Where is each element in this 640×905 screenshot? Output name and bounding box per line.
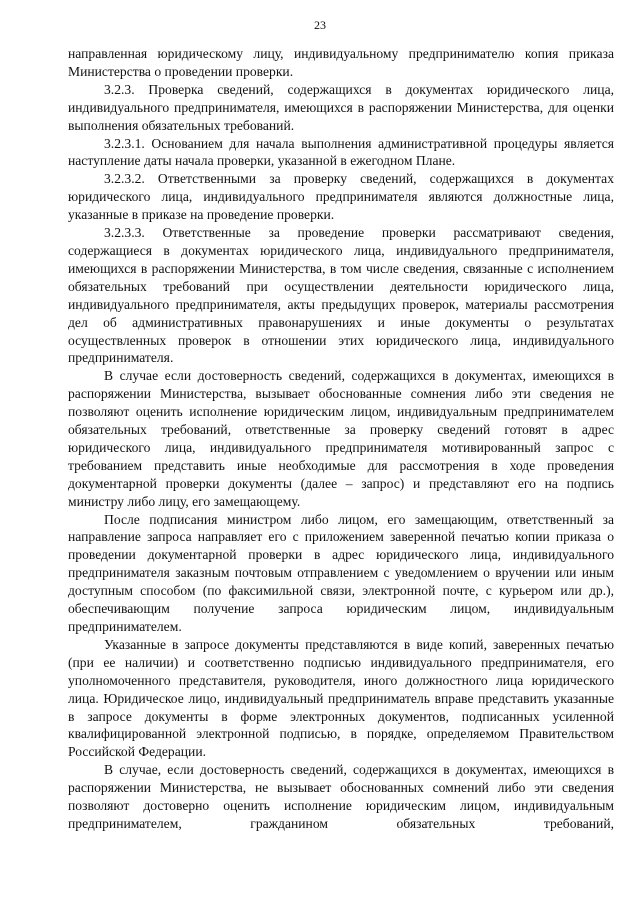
- paragraph-continuation: направленная юридическому лицу, индивидуальному предпринимателю копия приказа Министерства о проведении проверки.: [68, 46, 614, 79]
- paragraph-3-2-3: 3.2.3. Проверка сведений, содержащихся в документах юридического лица, индивидуального предпринимателя, имеющихся в распоряжении Министерства, для оценки выполнения обязательных требований.: [68, 81, 614, 133]
- paragraph-3-2-3-2: 3.2.3.2. Ответственными за проверку сведений, содержащихся в документах юридического лица, индивидуального предпринимателя являются должностные лица, указанные в приказе на проведение проверки.: [68, 171, 614, 223]
- paragraph-3-2-3-1: 3.2.3.1. Основанием для начала выполнения административной процедуры является наступление даты начала проверки, указанной в ежегодном Плане.: [68, 135, 614, 169]
- document-body: [68, 45, 614, 833]
- paragraph-doubtful-data: В случае если достоверность сведений, содержащихся в документах, имеющихся в распоряжении Министерства, вызывает обоснованные сомнения либо эти сведения не позволяют оценить исполнение юридическим лицом, индивидуальным предпринимателем обязательных требований, ответственные за проверку сведений готовят в адрес юридического лица, индивидуального предпринимателя мотивированный запрос с требованием представить иные необходимые для рассмотрения в ходе проведения документарной проверки документы (далее – запрос) и представляют его на подпись министру либо лицу, его замещающему.: [68, 368, 614, 509]
- paragraph-no-doubts: В случае, если достоверность сведений, содержащихся в документах, имеющихся в распоряжении Министерства, не вызывает обоснованных сомнений либо эти сведения позволяют достоверно оценить исполнение юридическим лицом, индивидуальным предпринимателем, гражданином обязательных требований,: [68, 762, 614, 831]
- paragraph-document-copies: Указанные в запросе документы представляются в виде копий, заверенных печатью (при ее наличии) и соответственно подписью индивидуального предпринимателя, его уполномоченного представителя, руководителя, иного должностного лица юридического лица. Юридическое лицо, индивидуальный предприниматель вправе представить указанные в запросе документы в форме электронных документов, подписанных усиленной квалифицированной электронной подписью, в порядке, определяемом Правительством Российской Федерации.: [68, 636, 614, 760]
- page-number: 23: [314, 18, 326, 32]
- paragraph-3-2-3-3: 3.2.3.3. Ответственные за проведение проверки рассматривают сведения, содержащиеся в документах юридического лица, индивидуального предпринимателя, имеющихся в распоряжении Министерства, в том числе сведения, связанные с исполнением обязательных требований при осуществлении деятельности юридического лица, индивидуального предпринимателя, акты предыдущих проверок, материалы рассмотрения дел об административных правонарушениях и иные документы о результатах осуществленных проверок в отношении этих юридического лица, индивидуального предпринимателя.: [68, 225, 614, 366]
- paragraph-request-sending: После подписания министром либо лицом, его замещающим, ответственный за направление запроса направляет его с приложением заверенной печатью копии приказа о проведении документарной проверки в адрес юридического лица, индивидуального предпринимателя заказным почтовым отправлением с уведомлением о вручении или иным доступным способом (по факсимильной связи, электронной почте, с курьером или др.), обеспечивающим получение запроса юридическим лицом, индивидуальным предпринимателем.: [68, 511, 614, 634]
